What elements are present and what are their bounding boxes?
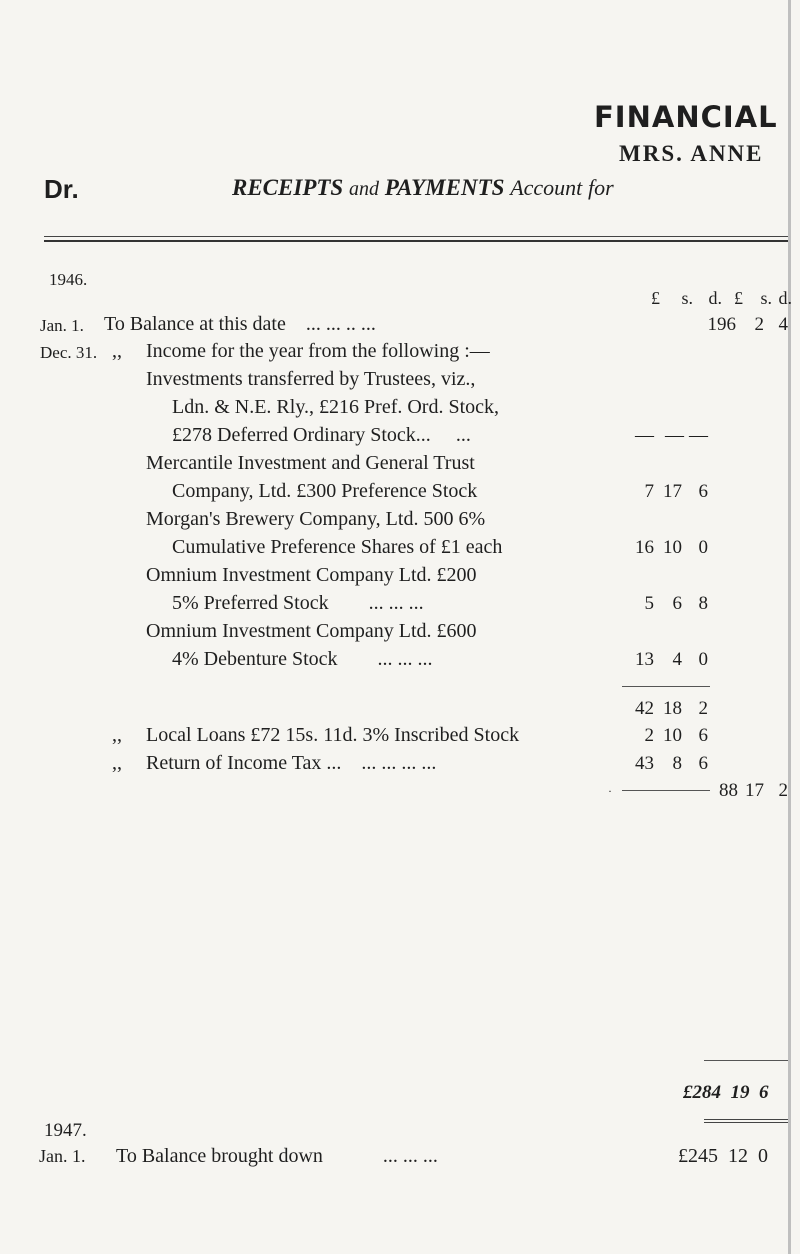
entry-text: Omnium Investment Company Ltd. £600 <box>146 620 477 642</box>
entry-text: Ldn. & N.E. Rly., £216 Pref. Ord. Stock, <box>172 396 500 418</box>
entry-text: Investments transferred by Trustees, viz., <box>146 368 476 390</box>
grand-total: £284 19 6 <box>683 1082 769 1103</box>
balance-shillings: 2 <box>754 314 764 335</box>
amount-pounds: 43 <box>635 753 654 774</box>
amount-shillings: — <box>665 425 684 446</box>
amount-pence: 6 <box>698 753 708 774</box>
ditto-mark: ,, <box>112 724 122 746</box>
income-total-leader <box>622 790 710 791</box>
amount-shillings: 10 <box>663 537 682 558</box>
grand-total-rule-1 <box>704 1119 788 1120</box>
entry-text: Cumulative Preference Shares of £1 each <box>172 536 503 558</box>
inner-shillings-header: s. <box>681 288 693 308</box>
outer-pence-header: d. <box>778 288 792 308</box>
entry-text: To Balance at this date ... ... .. ... <box>104 313 376 335</box>
income-total-pence: 2 <box>778 780 788 801</box>
subtitle-account: Account <box>510 175 583 200</box>
balance-brought-down-amount: £245 12 0 <box>678 1145 768 1167</box>
header-rule-bottom <box>44 240 788 242</box>
year-1946: 1946. <box>49 270 88 289</box>
income-total-shillings: 17 <box>745 780 764 801</box>
amount-pounds: 2 <box>644 725 654 746</box>
ditto-mark: ,, <box>112 752 122 774</box>
income-total-pounds: 88 <box>719 780 738 801</box>
subtotal-pounds: 42 <box>635 698 654 719</box>
amount-shillings: 8 <box>672 753 682 774</box>
inner-pence-header: d. <box>708 288 722 308</box>
entry-text: £278 Deferred Ordinary Stock... ... <box>172 424 471 446</box>
entry-text: Mercantile Investment and General Trust <box>146 452 475 474</box>
amount-pounds: 7 <box>644 481 654 502</box>
subtitle-payments: PAYMENTS <box>384 175 505 200</box>
amount-pounds: — <box>635 425 654 446</box>
grand-total-rule-top <box>704 1060 788 1061</box>
subtitle-for: for <box>588 175 614 200</box>
amount-pence: 8 <box>698 593 708 614</box>
entry-text: Company, Ltd. £300 Preference Stock <box>172 480 478 502</box>
amount-shillings: 6 <box>672 593 682 614</box>
subtotal-rule <box>622 686 710 687</box>
outer-shillings-header: s. <box>760 288 772 308</box>
amount-shillings: 17 <box>663 481 682 502</box>
debit-side-label: Dr. <box>44 174 79 204</box>
account-subtitle <box>232 175 614 201</box>
entry-text: 5% Preferred Stock ... ... ... <box>172 592 424 614</box>
account-holder-name: MRS. ANNE <box>619 141 764 166</box>
header-rule-top <box>44 236 788 237</box>
amount-pence: 6 <box>698 481 708 502</box>
page-edge-line <box>788 0 791 1254</box>
leader-dot: · <box>608 784 612 798</box>
balance-pounds: 196 <box>707 314 736 335</box>
entry-text: 4% Debenture Stock ... ... ... <box>172 648 433 670</box>
amount-shillings: 4 <box>672 649 682 670</box>
entry-text: To Balance brought down ... ... ... <box>116 1145 438 1167</box>
entry-date: Jan. 1. <box>40 316 84 335</box>
amount-pence: 6 <box>698 725 708 746</box>
amount-shillings: 10 <box>663 725 682 746</box>
entry-text: Omnium Investment Company Ltd. £200 <box>146 564 477 586</box>
page-title: FINANCIAL <box>594 100 778 134</box>
ditto-mark: ,, <box>112 340 122 362</box>
amount-pence: 0 <box>698 649 708 670</box>
amount-pence: — <box>689 425 708 446</box>
entry-text: Local Loans £72 15s. 11d. 3% Inscribed Stock <box>146 724 520 746</box>
subtotal-pence: 2 <box>698 698 708 719</box>
amount-pounds: 5 <box>644 593 654 614</box>
subtitle-and: and <box>348 178 379 200</box>
grand-total-rule-2 <box>704 1122 788 1123</box>
subtitle-receipts: RECEIPTS <box>232 175 344 200</box>
entry-text: Return of Income Tax ... ... ... ... ... <box>146 752 437 774</box>
subtotal-shillings: 18 <box>663 698 682 719</box>
amount-pounds: 16 <box>635 537 654 558</box>
year-1947: 1947. <box>44 1120 87 1141</box>
outer-pounds-header: £ <box>734 288 743 308</box>
amount-pence: 0 <box>698 537 708 558</box>
inner-pounds-header: £ <box>651 288 660 308</box>
amount-pounds: 13 <box>635 649 654 670</box>
entry-date: Jan. 1. <box>39 1146 86 1166</box>
balance-pence: 4 <box>778 314 788 335</box>
entry-text: Income for the year from the following :— <box>146 340 490 362</box>
entry-text: Morgan's Brewery Company, Ltd. 500 6% <box>146 508 486 530</box>
entry-date: Dec. 31. <box>40 343 98 362</box>
